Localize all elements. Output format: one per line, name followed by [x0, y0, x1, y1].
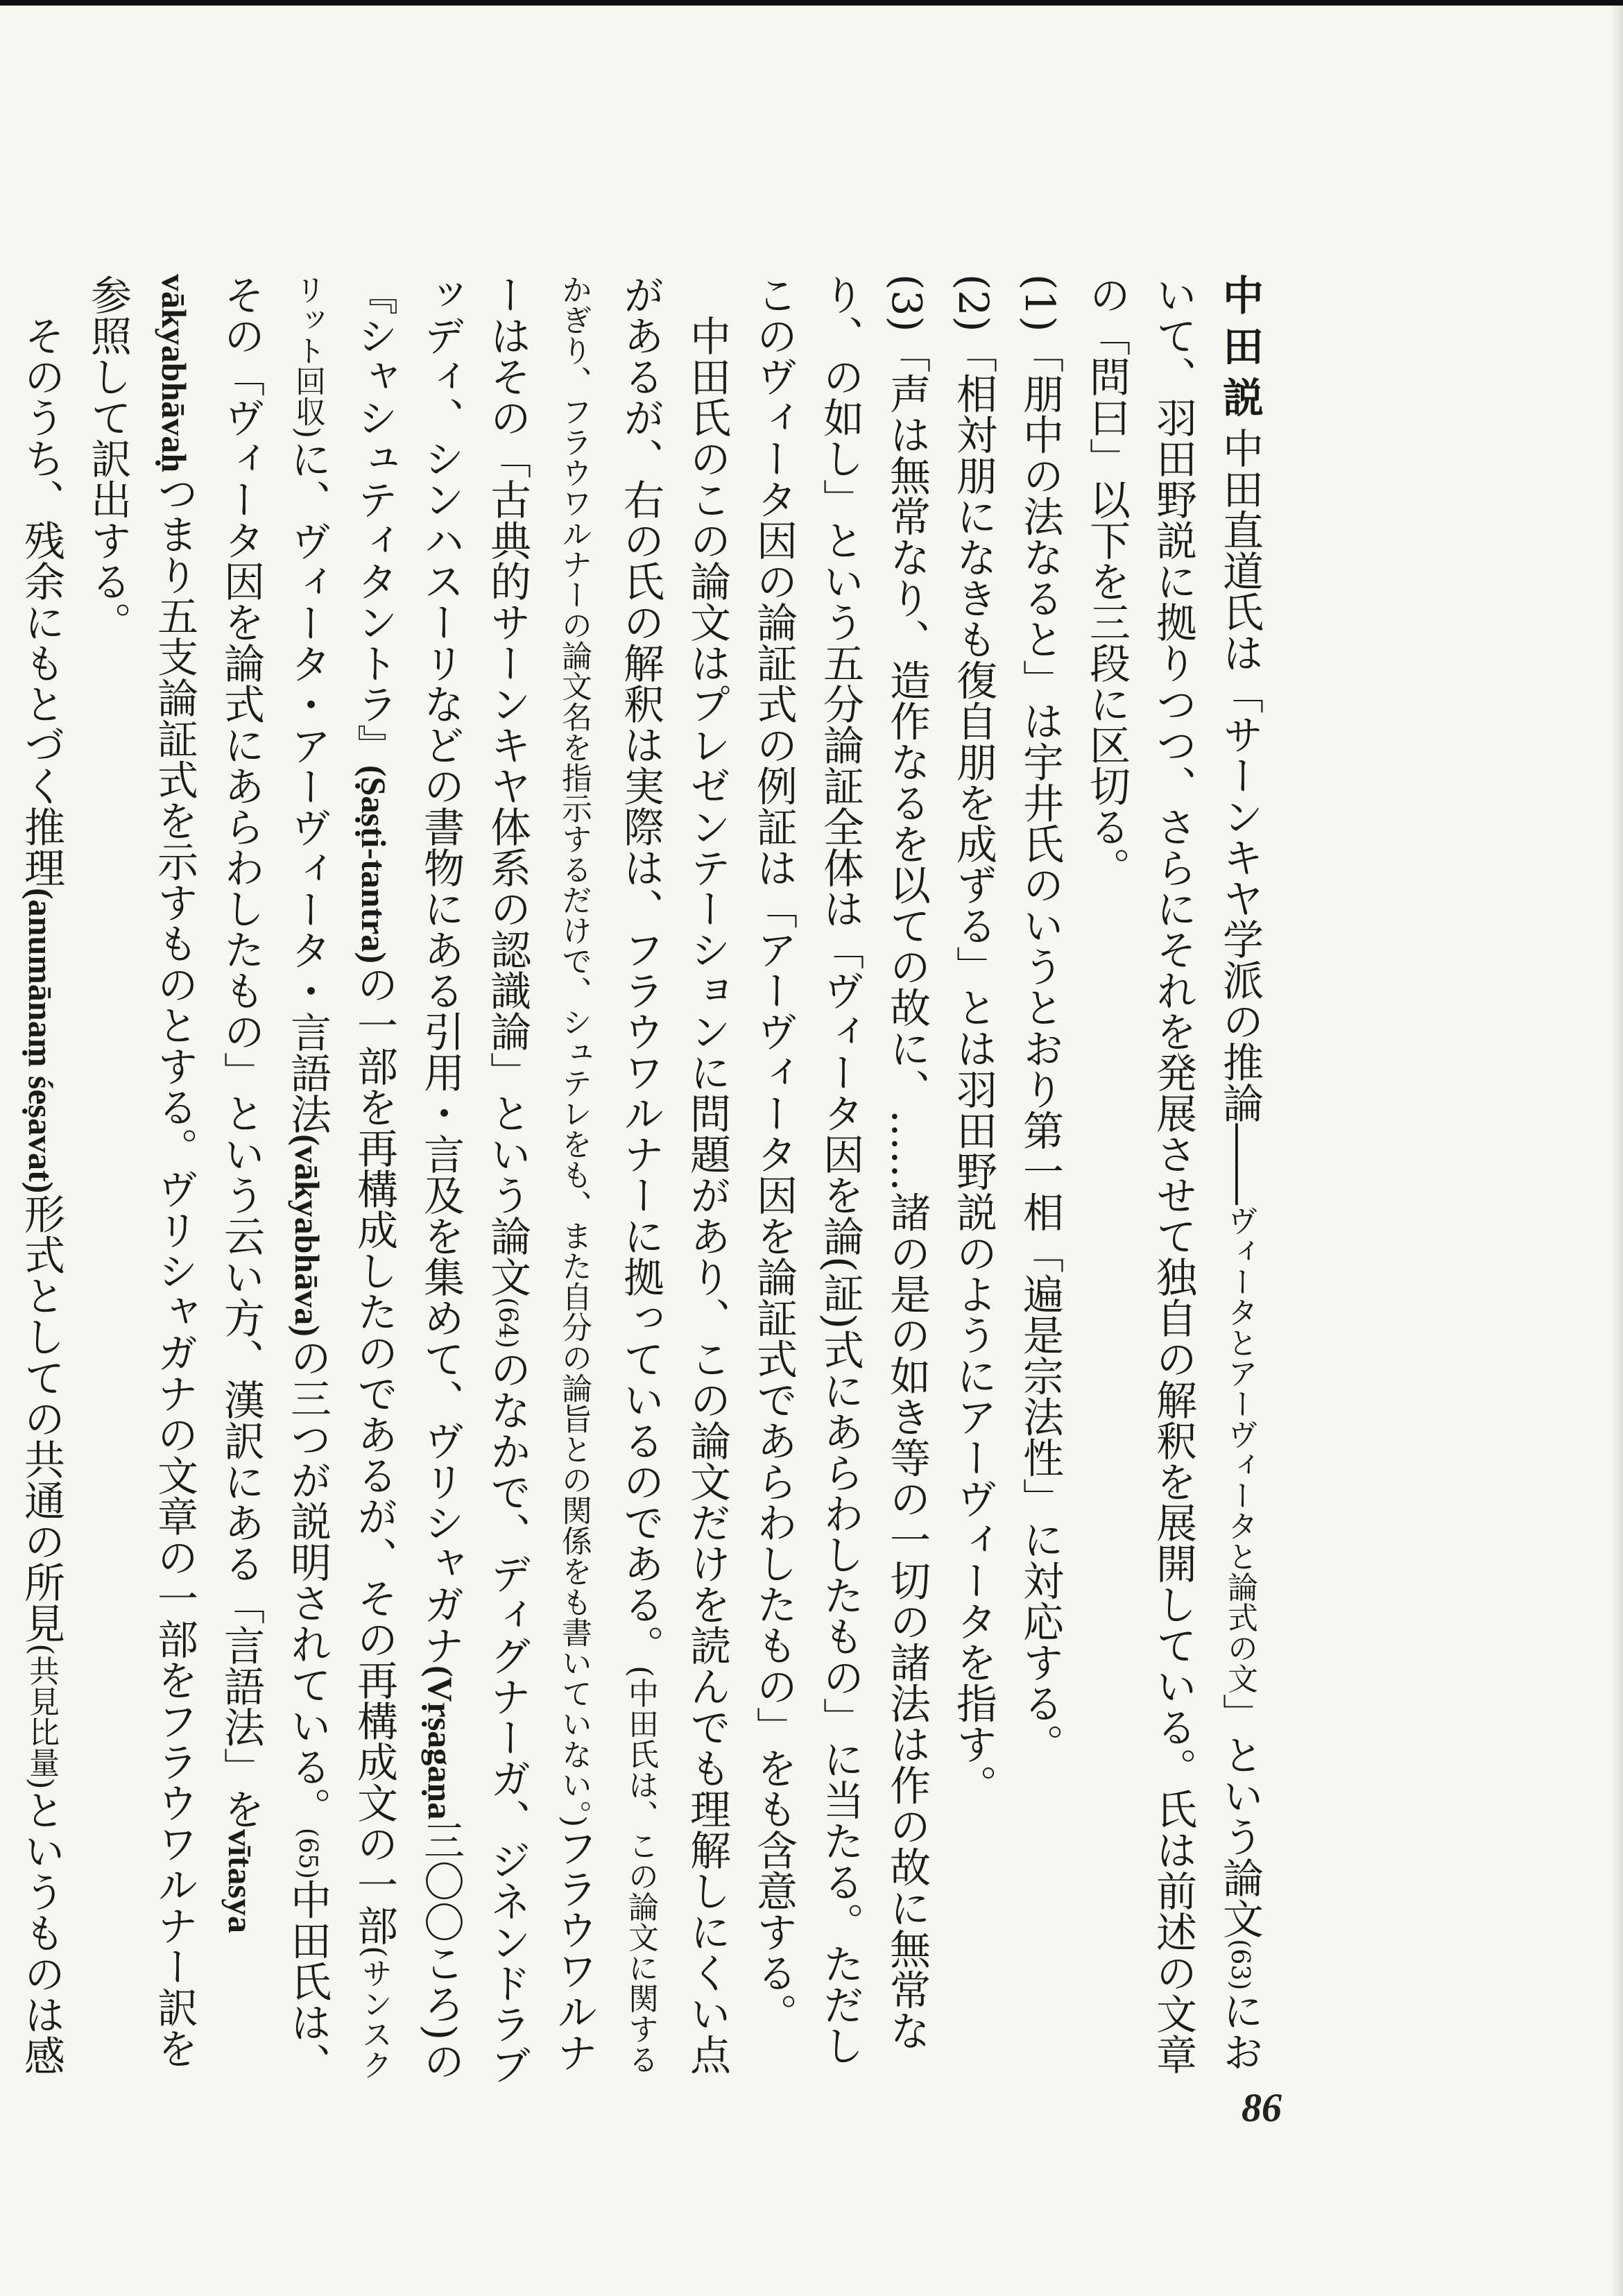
list-item-2: (2)「相対朋になきも復自朋を成ずる」とは羽田野説のようにアーヴィータを指す。	[950, 274, 997, 1806]
p2-text-12: の三つが説明されている。	[284, 1336, 332, 1828]
p3-latin-anumanam: (anumānaṃ śeṣavat)	[22, 888, 60, 1194]
p2-text-13: 中田氏は、その「ヴィータ因を論式にあらわしたもの」という云い方、漢訳にある「言語法」を	[217, 274, 332, 2084]
vertical-body-text	[17, 274, 1273, 2091]
paragraph-frauwallner	[74, 274, 740, 2091]
p3-text-5: というものは感	[17, 1789, 65, 2076]
p3-parenthetical: (共見比量)	[24, 1643, 59, 1790]
footnote-ref-63: (63)	[1226, 1939, 1254, 1991]
p2-text-4: のなかで、ディグナーガ、ジネンドラブッディ、シンハスーリなどの書物にある引用・言及を集めて、ヴリシャガナ	[417, 274, 531, 2085]
list-item-1: (1)「朋中の法なると」は宇井氏のいうとおり第一相「遍是宗法性」に対応する。	[1016, 274, 1064, 1765]
p3-text-1: そのうち、残余にもとづく推理	[17, 315, 65, 888]
p2-sanskrit-note: (サンスクリット回収)	[290, 274, 392, 2080]
list-item-3: (3)「声は無常なり、造作なるを以ての故に、……諸の是の如き等の一切の諸法は作の故に無常なり、の如し」という五分論証全体は「ヴィータ因を論(証)式にあらわしたもの」に当たる。ただしこのヴィータ因の論証式の例証は「アーヴィータ因を論証式であらわしたもの」をも含意する。	[750, 274, 931, 2066]
p2-parenthetical: (中田氏は、この論文に関するかぎり、フラウワルナーの論文名を指示するだけで、シュテレをも、また自分の論旨との関係をも書いていない。)	[556, 274, 658, 2075]
p2-text-8: の一部を再構成したのであるが、その再構成文の一部	[350, 963, 398, 1946]
p2-text-15: つまり五支論証式を示すものとする。ヴリシャガナの文章の一部をフラウワルナー訳を参照して訳出する。	[84, 274, 198, 2069]
intro-text-4: において、羽田野説に拠りつつ、さらにそれを発展させて独自の解釈を展開している。氏は前述の文章の「問曰」以下を三段に区切る。	[1083, 274, 1264, 2075]
paragraph-anumana	[0, 274, 74, 2091]
footnote-ref-65: (65)	[293, 1827, 322, 1879]
p2-text-3: フラウワルナーはその「古典的サーンキヤ体系の認識論」という論文	[483, 274, 598, 2073]
section-heading: 中田説	[1216, 274, 1264, 428]
p2-text-6: 三〇〇ころ)の『シャシュティタントラ』	[350, 274, 465, 2082]
p2-text-10: に、ヴィータ・アーヴィータ・言語法	[284, 438, 332, 1135]
intro-paper-title: ヴィータとアーヴィータと論式の文	[1222, 1205, 1257, 1694]
p2-latin-sasti-tantra: (Ṣaṣṭi-tantra)	[354, 765, 393, 964]
footnote-ref-64: (64)	[493, 1297, 522, 1348]
p2-latin-vakyabhava: (vākyabhāva)	[288, 1134, 327, 1337]
p2-text-1: 中田氏のこの論文はプレゼンテーションに問題があり、この論文だけを読んでも理解しにくい点があるが、右の氏の解釈は実際は、フラウワルナーに拠っているのである。	[617, 274, 731, 2075]
p2-latin-vrsagana: (Vṛṣagaṇa	[421, 1665, 460, 1820]
page-edge-shadow	[1611, 0, 1623, 2296]
intro-text-3: 」という論文	[1216, 1693, 1264, 1939]
p2-latin-vitasya: vītasya vākyabhāvaḥ	[155, 274, 260, 1933]
p3-text-3: 形式としての共通の所見	[17, 1193, 65, 1644]
top-border	[0, 0, 1623, 6]
paragraph-intro	[1073, 274, 1273, 2091]
page-number: 86	[1242, 2085, 1282, 2130]
intro-text-1: 中田直道氏は「サーンキヤ学派の推論――	[1216, 427, 1264, 1206]
